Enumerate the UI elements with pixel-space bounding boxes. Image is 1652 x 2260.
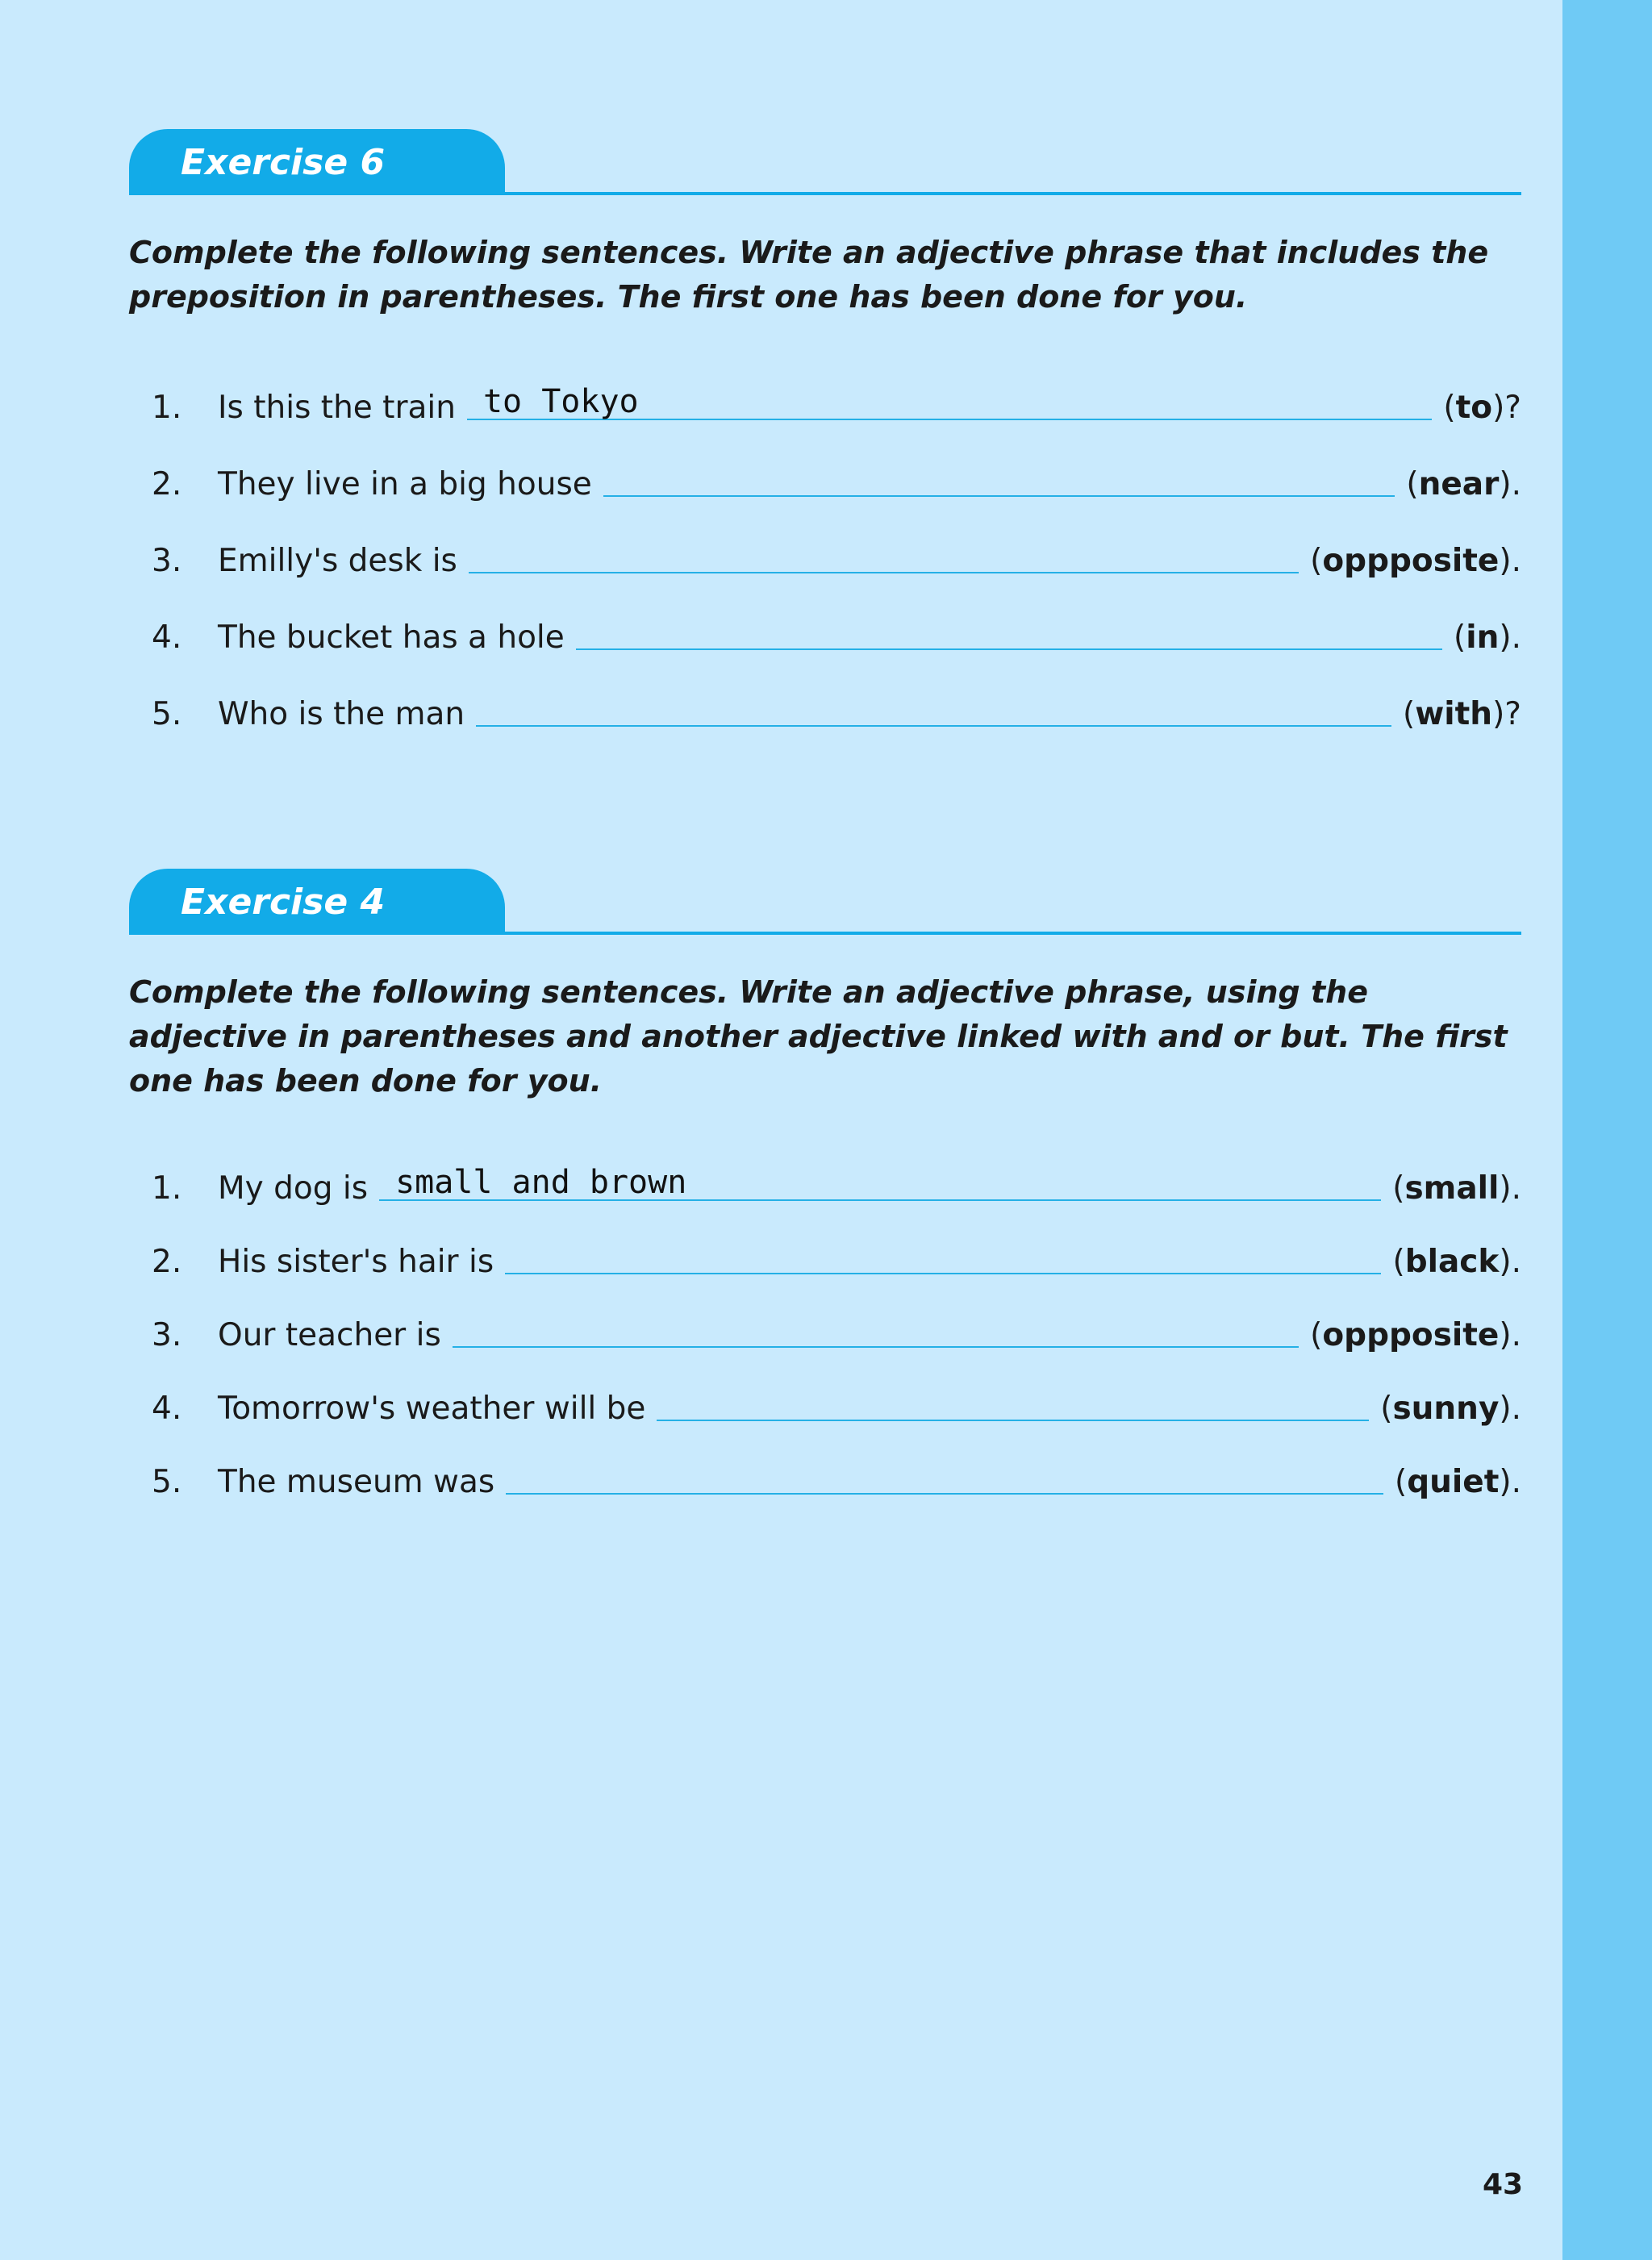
- instructions-emphasis: and: [1158, 1019, 1223, 1054]
- item-hint: (oppposite).: [1310, 543, 1521, 579]
- item-hint: (in).: [1454, 619, 1521, 656]
- exercise-item: [129, 1354, 1521, 1428]
- answer-blank[interactable]: [657, 1382, 1369, 1421]
- instructions-text: . The first one has been done for you.: [129, 1019, 1508, 1099]
- item-hint: (sunny).: [1380, 1391, 1521, 1427]
- answer-blank[interactable]: [379, 1162, 1381, 1201]
- handwritten-answer: small and brown: [395, 1164, 687, 1201]
- exercise-item: [129, 580, 1521, 657]
- item-stem: Emilly's desk is: [218, 543, 457, 579]
- item-stem: His sister's hair is: [218, 1244, 494, 1280]
- answer-blank[interactable]: [505, 1236, 1381, 1274]
- item-hint: (black).: [1392, 1244, 1521, 1280]
- exercise-instructions: [129, 231, 1521, 319]
- exercise-item: [129, 1207, 1521, 1281]
- item-stem: My dog is: [218, 1170, 369, 1207]
- side-strip: [1562, 0, 1652, 2260]
- exercise-item: [129, 1134, 1521, 1207]
- header-rule: [129, 932, 1521, 935]
- answer-blank[interactable]: [469, 535, 1299, 573]
- item-stem: Tomorrow's weather will be: [218, 1391, 646, 1427]
- item-hint: (with)?: [1403, 696, 1521, 732]
- item-number: 5.: [152, 696, 182, 732]
- exercise-title: Exercise 4: [181, 881, 386, 923]
- page-number: 43: [1483, 2168, 1524, 2201]
- answer-blank[interactable]: [506, 1456, 1383, 1495]
- item-number: 1.: [152, 390, 182, 426]
- answer-blank[interactable]: [453, 1309, 1299, 1348]
- item-number: 2.: [152, 466, 182, 502]
- instructions-emphasis: adjective phrase: [895, 235, 1184, 270]
- item-stem: Is this the train: [218, 390, 456, 426]
- answer-blank[interactable]: [603, 458, 1395, 497]
- item-number: 2.: [152, 1244, 182, 1280]
- exercise-6: [129, 129, 1521, 733]
- exercise-header: [129, 869, 1521, 935]
- instructions-text: or: [1222, 1019, 1281, 1054]
- exercise-4: [129, 869, 1521, 1501]
- answer-blank[interactable]: [476, 688, 1391, 727]
- item-hint: (to)?: [1443, 390, 1521, 426]
- item-number: 4.: [152, 619, 182, 656]
- item-hint: (quiet).: [1395, 1464, 1521, 1500]
- item-stem: The bucket has a hole: [218, 619, 565, 656]
- item-number: 3.: [152, 1317, 182, 1353]
- instructions-emphasis: adjective phrase: [895, 974, 1184, 1010]
- item-number: 5.: [152, 1464, 182, 1500]
- item-hint: (near).: [1406, 466, 1521, 502]
- item-hint: (small).: [1392, 1170, 1521, 1207]
- exercise-item: [129, 657, 1521, 733]
- exercise-item: [129, 427, 1521, 503]
- exercise-title: Exercise 6: [181, 141, 386, 183]
- item-stem: Who is the man: [218, 696, 465, 732]
- item-stem: They live in a big house: [218, 466, 592, 502]
- item-number: 3.: [152, 543, 182, 579]
- handwritten-answer: to Tokyo: [482, 383, 639, 420]
- instructions-text: Complete the following sentences. Write an: [129, 974, 896, 1010]
- exercise-item: [129, 1428, 1521, 1501]
- item-number: 1.: [152, 1170, 182, 1207]
- exercise-tab: [129, 869, 505, 935]
- exercise-item: [129, 1281, 1521, 1354]
- item-hint: (oppposite).: [1310, 1317, 1521, 1353]
- answer-blank[interactable]: [576, 611, 1442, 650]
- header-rule: [129, 192, 1521, 195]
- instructions-text: that includes the preposition in parentheses. The first one has been done for you.: [129, 235, 1489, 315]
- item-stem: The museum was: [218, 1464, 495, 1500]
- exercise-instructions: [129, 970, 1521, 1103]
- answer-blank[interactable]: [467, 382, 1432, 420]
- item-stem: Our teacher is: [218, 1317, 441, 1353]
- instructions-emphasis: but: [1280, 1019, 1339, 1054]
- instructions-text: Complete the following sentences. Write an: [129, 235, 896, 270]
- exercise-items: [129, 1134, 1521, 1501]
- item-number: 4.: [152, 1391, 182, 1427]
- exercise-tab: [129, 129, 505, 195]
- exercise-items: [129, 350, 1521, 733]
- exercise-item: [129, 350, 1521, 427]
- exercise-header: [129, 129, 1521, 195]
- exercise-item: [129, 503, 1521, 580]
- instructions-text: , using the adjective in parentheses and another adjective linked with: [129, 974, 1368, 1054]
